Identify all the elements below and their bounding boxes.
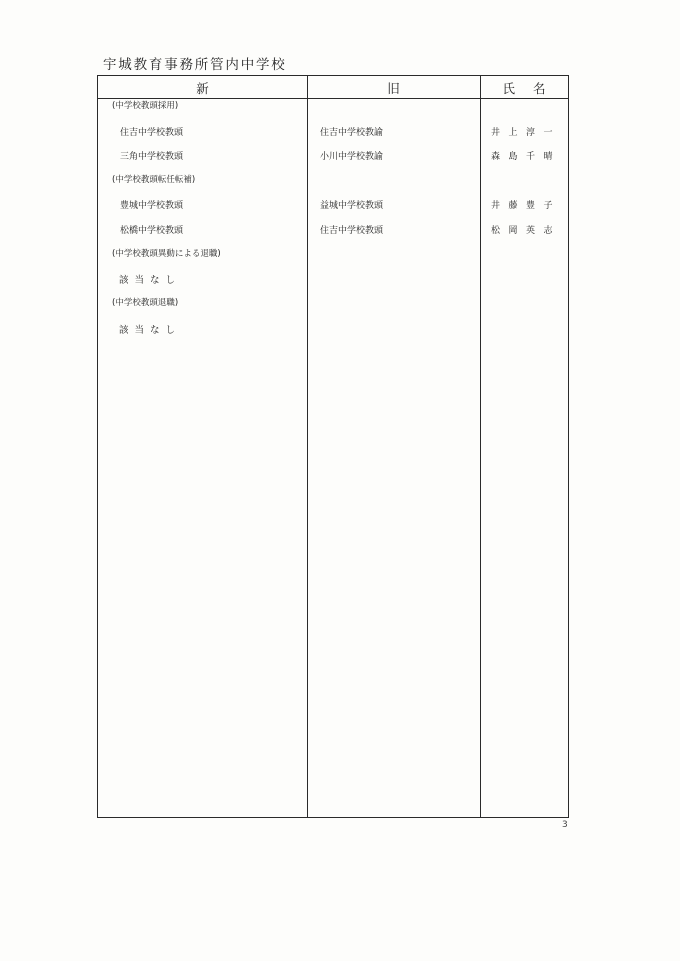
- row-old-position: 住吉中学校教頭: [320, 226, 384, 236]
- document-title: 宇城教育事務所管内中学校: [103, 57, 287, 73]
- none-applicable-text: 該当なし: [119, 325, 182, 336]
- row-person-name: 森島千晴: [491, 152, 562, 162]
- header-name: 氏名: [502, 81, 564, 96]
- row-old-position: 小川中学校教諭: [320, 152, 384, 162]
- column-divider-old-name: [480, 76, 481, 817]
- section-heading-retirement-transfer: (中学校教頭異動による退職): [112, 249, 221, 259]
- section-heading-transfer: (中学校教頭転任転補): [112, 175, 196, 185]
- row-new-position: 住吉中学校教頭: [120, 128, 184, 138]
- row-new-position: 三角中学校教頭: [120, 152, 184, 162]
- row-old-position: 住吉中学校教諭: [320, 128, 384, 138]
- none-applicable-text: 該当なし: [119, 275, 182, 286]
- header-old: 旧: [387, 81, 400, 96]
- row-person-name: 井上淳一: [491, 128, 562, 138]
- header-new: 新: [196, 81, 209, 96]
- row-person-name: 松岡英志: [491, 226, 562, 236]
- column-divider-new-old: [307, 76, 308, 817]
- section-heading-hiring: (中学校教頭採用): [112, 101, 179, 111]
- personnel-table: [97, 75, 569, 818]
- section-heading-retirement: (中学校教頭退職): [112, 298, 179, 308]
- row-new-position: 豊城中学校教頭: [120, 201, 184, 211]
- row-old-position: 益城中学校教頭: [320, 201, 384, 211]
- row-new-position: 松橋中学校教頭: [120, 226, 184, 236]
- table-header-row: [98, 76, 568, 99]
- page-number: 3: [562, 820, 568, 830]
- row-person-name: 井藤豊子: [491, 201, 562, 211]
